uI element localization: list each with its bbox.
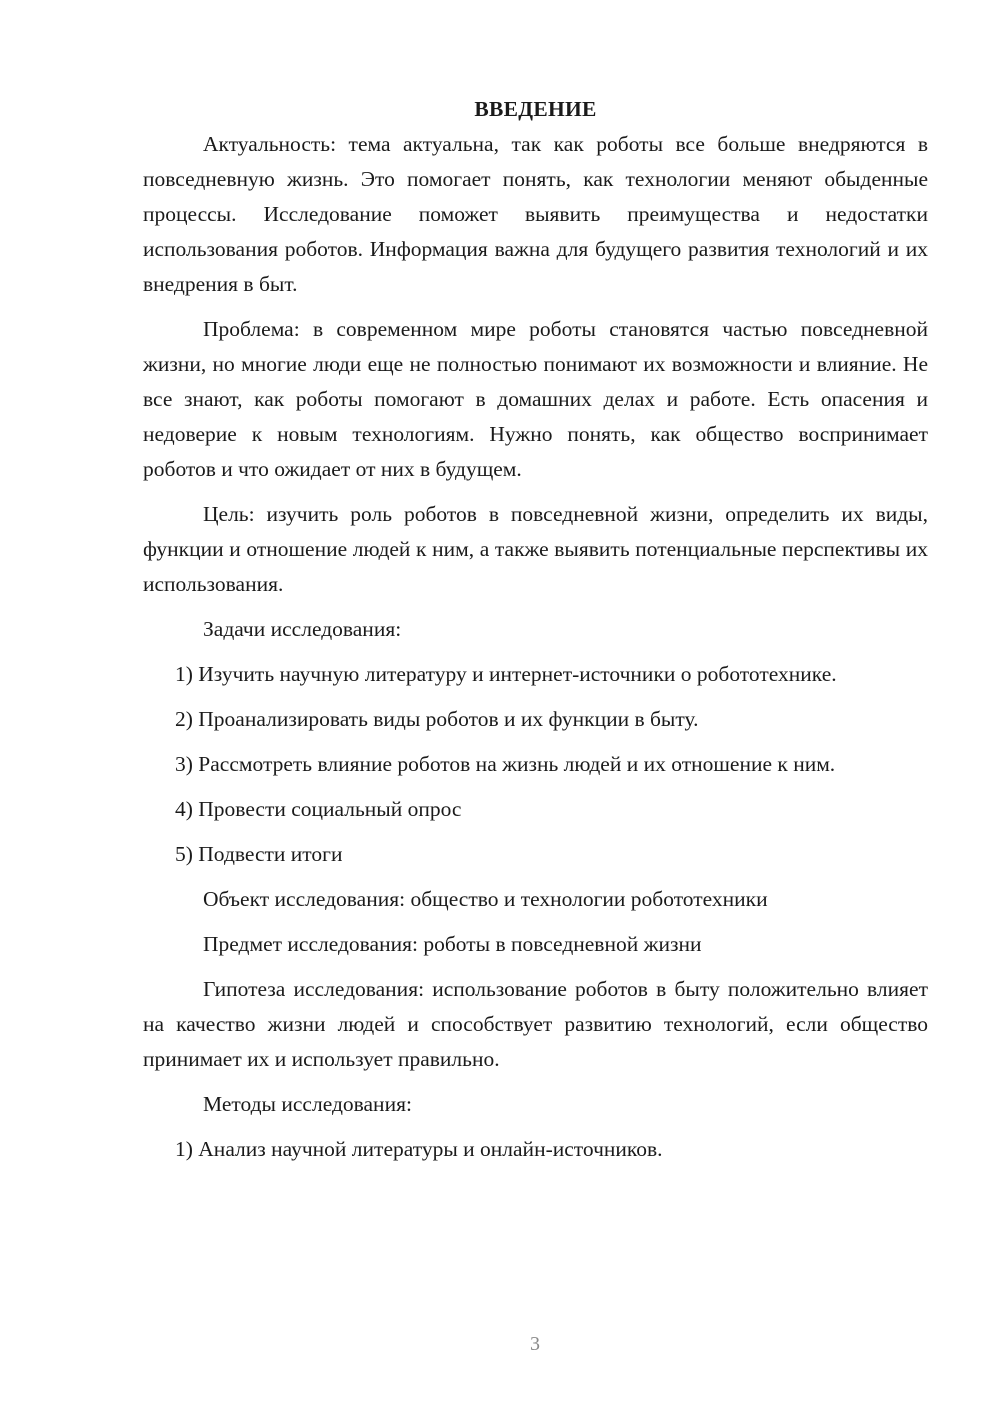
task-item: 5) Подвести итоги (175, 842, 343, 866)
method-item: 1) Анализ научной литературы и онлайн-источников. (175, 1137, 663, 1161)
task-item: 1) Изучить научную литературу и интернет-источники о робототехнике. (175, 662, 837, 686)
document-page (143, 92, 928, 1177)
research-subject: Предмет исследования: роботы в повседневной жизни (203, 932, 702, 956)
research-object: Объект исследования: общество и технологии робототехники (203, 887, 768, 911)
problem-paragraph: Проблема: в современном мире роботы становятся частью повседневной жизни, но многие люди еще не полностью понимают их возможности и влияние. Не все знают, как роботы помогают в домашних делах и работе. Есть опасения и недоверие к новым технологиям. Нужно понять, как общество воспринимает роботов и что ожидает от них в будущем. (143, 317, 928, 481)
hypothesis-paragraph: Гипотеза исследования: использование роботов в быту положительно влияет на качество жизни людей и способствует развитию технологий, если общество принимает их и использует правильно. (143, 977, 928, 1071)
section-title: ВВЕДЕНИЕ (474, 97, 597, 121)
methods-heading: Методы исследования: (203, 1092, 412, 1116)
relevance-paragraph: Актуальность: тема актуальна, так как роботы все больше внедряются в повседневную жизнь. Это помогает понять, как технологии меняют обыденные процессы. Исследование поможет выявить преимущества и недостатки использования роботов. Информация важна для будущего развития технологий и их внедрения в быт. (143, 132, 928, 296)
goal-paragraph: Цель: изучить роль роботов в повседневной жизни, определить их виды, функции и отношение людей к ним, а также выявить потенциальные перспективы их использования. (143, 502, 928, 596)
task-item: 4) Провести социальный опрос (175, 797, 462, 821)
task-item: 2) Проанализировать виды роботов и их функции в быту. (175, 707, 699, 731)
page-number: 3 (530, 1333, 540, 1355)
tasks-heading: Задачи исследования: (203, 617, 402, 641)
task-item: 3) Рассмотреть влияние роботов на жизнь людей и их отношение к ним. (175, 752, 836, 776)
